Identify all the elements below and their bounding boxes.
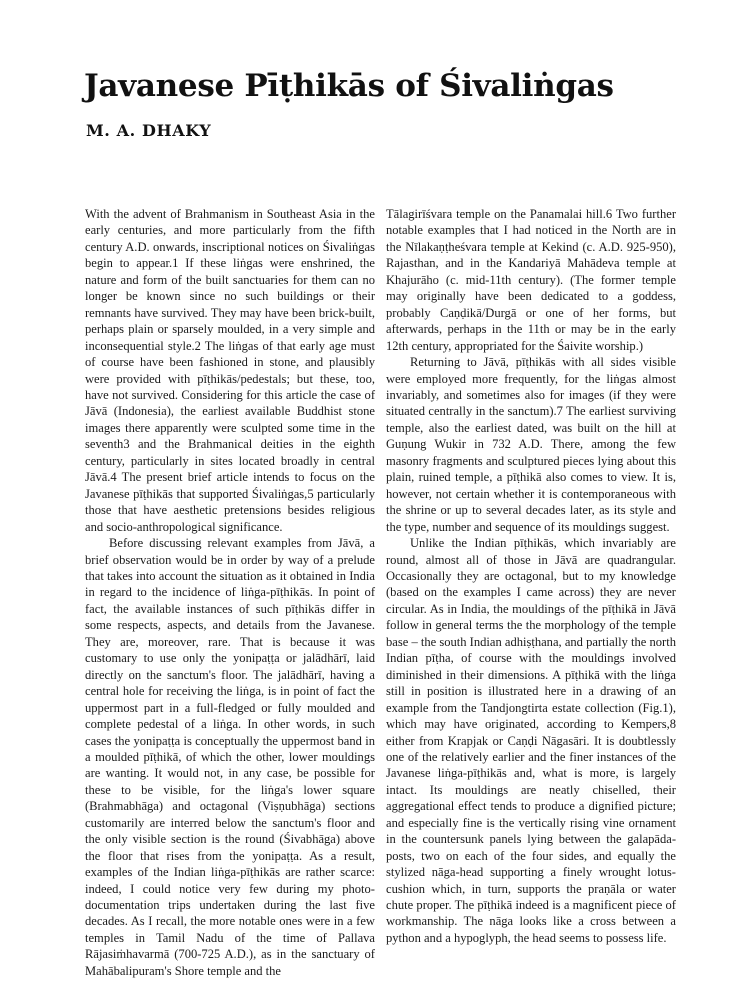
paragraph: With the advent of Brahmanism in Southeast Asia in the early centuries, and more particularly from the fifth century A.D. onwards, inscriptional notices on Śivaliṅgas begin to appear.1 If these liṅgas were enshrined, the nature and form of the built sanctuaries for them can no longer be known since no such buildings or their remnants have survived. They may have been brick-built, perhaps plain or sparsely moulded, in a very simple and inconsequential style.2 The liṅgas of that early age must of course have been fashioned in stone, and plausibly were provided with pīṭhikās/pedestals; but these, too, have not survived. Considering for this article the case of Jāvā (Indonesia), the earliest available Buddhist stone images there apparently were sculpted some time in the seventh3 and the Brahmanical deities in the eighth century, particularly in sites located broadly in central Jāvā.4 The present brief article intends to focus on the Javanese pīṭhikās that supported Śivaliṅgas,5 particularly those that have aesthetic pretensions besides religious and socio-anthropological significance. bbox=[85, 207, 375, 534]
right-column bbox=[386, 206, 676, 946]
paragraph: Tālagirīśvara temple on the Panamalai hill.6 Two further notable examples that I had noticed in the North are in the Nīlakaṇṭheśvara temple at Kekind (c. A.D. 925-950), Rajasthan, and in the Kandariyā Mahādeva temple at Khajurāho (c. mid-11th century). (The former temple may originally have been dedicated to a goddess, probably Caṇḍikā/Durgā or one of her forms, but afterwards, perhaps in the 11th or may be in the early 12th century, appropriated for the Śaivite worship.) bbox=[386, 207, 676, 353]
paragraph: Returning to Jāvā, pīṭhikās with all sides visible were employed more frequently, for the liṅgas almost invariably, and sometimes also for images (if they were situated centrally in the sanctum).7 The earliest surviving temple, also the earliest dated, was built on the hill at Guṇung Wukir in 732 A.D. There, among the few masonry fragments and sculptured pieces lying about this plain, ruined temple, a pīṭhikā also comes to view. It is, however, not certain whether it is contemporaneous with the shrine or up to several decades later, as its style and the type, number and sequence of its mouldings suggest. bbox=[386, 355, 676, 534]
left-column bbox=[85, 206, 375, 979]
paragraph: Unlike the Indian pīṭhikās, which invariably are round, almost all of those in Jāvā are quadrangular. Occasionally they are octagonal, but to my knowledge (based on the examples I came across) they are never circular. As in India, the mouldings of the pīṭhikā in Jāvā follow in general terms the the morphology of the temple base – the south Indian adhiṣṭhana, and partially the north Indian pīṭha, of course with the mouldings involved diminished in their dimensions. A pīṭhikā with the liṅga still in position is illustrated here in a drawing of an example from the Tandjongtirta estate collection (Fig.1), which may have originated, according to Kempers,8 either from Krapjak or Caṇḍi Nāgasāri. It is doubtlessly one of the relatively earlier and the finer instances of the Javanese liṅga-pīṭhikās and, what is more, is largely intact. Its mouldings are neatly chiselled, their aggregational effect tends to produce a dignified picture; and especially fine is the vertically rising vine ornament in the countersunk panels lying between the galapāda-posts, two on each of the four sides, and equally the stylized nāga-head supporting a finely wrought lotus-cushion which, in turn, supports the praṇāla or water chute proper. The pīṭhikā indeed is a magnificent piece of workmanship. The nāga looks like a cross between a python and a hypoglyph, the head seems to possess life. bbox=[386, 536, 676, 945]
paragraph: Before discussing relevant examples from Jāvā, a brief observation would be in order by way of a prelude that takes into account the situation as it obtained in India in regard to the incidence of liṅga-pīṭhikās. In point of fact, the available instances of such pīṭhikās differ in some respects, aspects, and details from the Javanese. They are, moreover, rare. That is because it was customary to use only the yonipaṭṭa or jalādhārī, laid directly on the sanctum's floor. The jalādhārī, having a central hole for receiving the liṅga, is in point of fact the uppermost part in a full-fledged or fully moulded and complete pedestal of a liṅga. In other words, in such cases the yonipaṭṭa is conceptually the uppermost band in a moulded pīṭhikā, of which the other, lower mouldings are wanting. It would not, in any case, be possible for these to be visible, for the liṅga's lower square (Brahmabhāga) and octagonal (Viṣṇubhāga) sections customarily are interred below the sanctum's floor and the only visible section is the round (Śivabhāga) above the floor that rises from the yonipaṭṭa. As a result, examples of the Indian liṅga-pīṭhikās are rather scarce: indeed, I could notice very few during my photo-documentation trips undertaken during the last five decades. As I recall, the more notable ones were in a few temples in Tamil Nadu of the time of Pallava Rājasiṁhavarmā (700-725 A.D.), as in the sanctuary of Mahābalipuram's Shore temple and the bbox=[85, 536, 375, 978]
article-title: Javanese Pīṭhikās of Śivaliṅgas bbox=[84, 68, 614, 104]
author-name: M. A. DHAKY bbox=[86, 121, 212, 140]
